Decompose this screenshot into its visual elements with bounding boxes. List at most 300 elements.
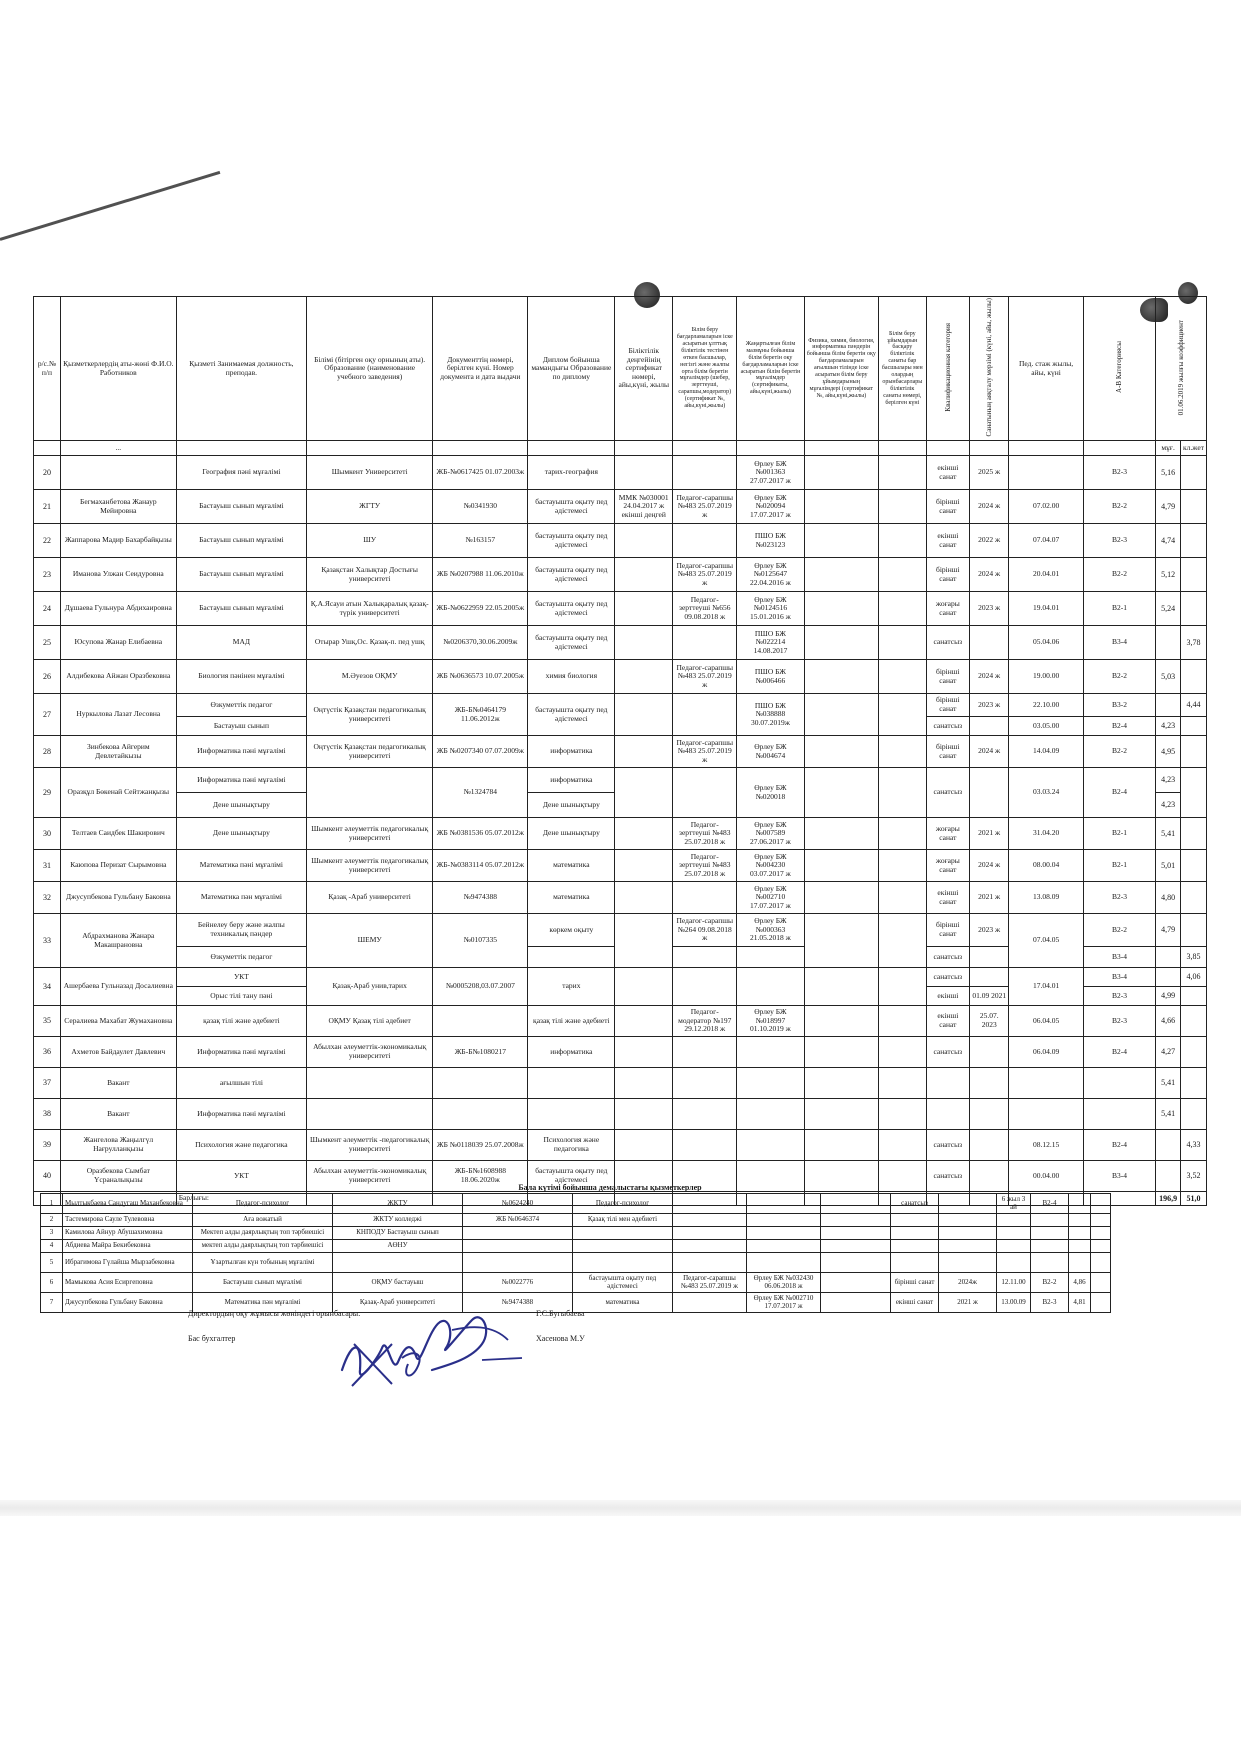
category: санатсыз bbox=[926, 1037, 969, 1068]
category: екінші санат bbox=[926, 456, 969, 490]
total-mug: 196,9 bbox=[1156, 1192, 1181, 1206]
qualification-level bbox=[615, 1068, 673, 1099]
document-number: ЖБ-Б№1608988 18.06.2020ж bbox=[433, 1161, 528, 1192]
ab-category bbox=[1083, 1099, 1155, 1130]
coefficient-mug bbox=[1156, 626, 1181, 660]
category: жоғары санат bbox=[926, 850, 969, 882]
table-row bbox=[34, 1130, 1207, 1161]
coefficient-kl bbox=[1181, 456, 1207, 490]
category-expiry: 2024 ж bbox=[970, 558, 1009, 592]
certificate-1: Педагог-зерттеуші №483 25.07.2018 ж bbox=[673, 850, 737, 882]
table-row: 33 Абдрахманова Жанара Макашрановна Бейнелеу беру және жалпы техникалық пәндер ШЕМУ №0107335 көркем оқыту Педагог-сарапшы №264 09.08.2018 ж Өрлеу БЖ №000363 21.05.2018 ж бірінші санат 2023 ж 07.04.05 В2-2 4,79 bbox=[34, 914, 1207, 947]
employee-name: Телтаев Саидбек Шакирович bbox=[60, 818, 176, 850]
category-expiry bbox=[939, 1253, 997, 1273]
certificate-2 bbox=[737, 1068, 804, 1099]
employee-name: Ахметов Байдаулет Давлевич bbox=[60, 1037, 176, 1068]
education: ЖКТУ колледжі bbox=[333, 1214, 463, 1227]
row-number: 22 bbox=[34, 524, 61, 558]
category-expiry: 2022 ж bbox=[970, 524, 1009, 558]
coefficient-kl bbox=[1181, 1068, 1207, 1099]
coefficient-mug bbox=[1156, 1161, 1181, 1192]
certificate-1 bbox=[673, 524, 737, 558]
position: мектеп алды даярлықтың топ тәрбиешісі bbox=[193, 1240, 333, 1253]
education: ОҚМУ бастауыш bbox=[333, 1273, 463, 1293]
category-expiry: 2024 ж bbox=[970, 490, 1009, 524]
leave-row bbox=[41, 1194, 1111, 1214]
diploma-specialty: химия биология bbox=[528, 660, 615, 694]
certificate-4 bbox=[879, 1130, 927, 1161]
position: Биология пәнінен мұғалімі bbox=[176, 660, 306, 694]
leave-table bbox=[40, 1193, 1111, 1313]
coefficient-mug: 5,41 bbox=[1156, 818, 1181, 850]
certificate-2: Өрлеу БЖ №018997 01.10.2019 ж bbox=[737, 1006, 804, 1037]
coefficient-kl: 3,78 bbox=[1181, 626, 1207, 660]
certificate-4 bbox=[879, 524, 927, 558]
table-row bbox=[34, 850, 1207, 882]
diploma-specialty: бастауышта оқыту пед әдістемесі bbox=[528, 1161, 615, 1192]
coefficient-kl bbox=[1181, 882, 1207, 914]
qualification-level bbox=[615, 558, 673, 592]
header-diploma: Диплом бойынша мамандығы Образование по диплому bbox=[528, 297, 615, 441]
table-row bbox=[34, 524, 1207, 558]
certificate-3 bbox=[804, 1099, 878, 1130]
qualification-level bbox=[615, 850, 673, 882]
employee-name: Камилова Айнур Абушахимовна bbox=[63, 1227, 193, 1240]
remnant-text: ... bbox=[60, 441, 176, 456]
certificate-3 bbox=[804, 1130, 878, 1161]
ab-category: В3-4 bbox=[1083, 1161, 1155, 1192]
document-number: ЖБ №0118039 25.07.2008ж bbox=[433, 1130, 528, 1161]
qualification-level bbox=[615, 882, 673, 914]
category: бірінші санат bbox=[926, 490, 969, 524]
coefficient: 4,81 bbox=[1069, 1293, 1091, 1313]
category-expiry bbox=[970, 1099, 1009, 1130]
qualification-level bbox=[615, 1006, 673, 1037]
row-number: 38 bbox=[34, 1099, 61, 1130]
coefficient-kl: 3,52 bbox=[1181, 1161, 1207, 1192]
education: Шымкент әлеуметтік педагогикалық университеті bbox=[307, 818, 433, 850]
ab-category: В2-1 bbox=[1083, 850, 1155, 882]
certificate-1: Педагог-зерттеуші №483 25.07.2018 ж bbox=[673, 818, 737, 850]
category-expiry: 2023 ж bbox=[970, 592, 1009, 626]
table-row bbox=[34, 626, 1207, 660]
category: бірінші санат bbox=[926, 660, 969, 694]
qualification-level bbox=[615, 592, 673, 626]
category: санатсыз bbox=[926, 1130, 969, 1161]
category: санатсыз bbox=[891, 1194, 939, 1214]
category bbox=[891, 1214, 939, 1227]
employee-name: Алдибекова Айжан Оразбековна bbox=[60, 660, 176, 694]
position: УКТ bbox=[176, 1161, 306, 1192]
employee-name: Бегмаханбетова Жанаур Мейировна bbox=[60, 490, 176, 524]
diploma-specialty bbox=[573, 1227, 673, 1240]
ab-category bbox=[1031, 1214, 1069, 1227]
total-kl: 51,0 bbox=[1181, 1192, 1207, 1206]
row-number: 25 bbox=[34, 626, 61, 660]
row-number: 21 bbox=[34, 490, 61, 524]
position: Бастауыш сынып мұғалімі bbox=[176, 592, 306, 626]
coefficient-mug: 4,79 bbox=[1156, 490, 1181, 524]
diploma-specialty: бастауышта оқыту пед әдістемесі bbox=[528, 592, 615, 626]
certificate-2 bbox=[737, 1130, 804, 1161]
header-category-expiry: Санатының аяқталу мерзімі (күні, айы, жылы) bbox=[970, 297, 1009, 441]
category-expiry: 2021 ж bbox=[970, 818, 1009, 850]
certificate-4 bbox=[879, 626, 927, 660]
empty-cell bbox=[1091, 1240, 1111, 1253]
category-expiry bbox=[939, 1214, 997, 1227]
empty-cell bbox=[821, 1227, 891, 1240]
pedagogical-experience: 13.00.09 bbox=[997, 1293, 1031, 1313]
category-expiry: 2024 ж bbox=[970, 660, 1009, 694]
employee-name: Вакант bbox=[60, 1099, 176, 1130]
certificate-2: Өрлеу БЖ №007589 27.06.2017 ж bbox=[737, 818, 804, 850]
category: екінші санат bbox=[926, 1006, 969, 1037]
pedagogical-experience: 20.04.01 bbox=[1009, 558, 1083, 592]
diploma-specialty: бастауышта оқыту пед әдістемесі bbox=[573, 1273, 673, 1293]
certificate-2 bbox=[747, 1240, 821, 1253]
ab-category: В2-1 bbox=[1083, 592, 1155, 626]
certificate-4 bbox=[879, 1037, 927, 1068]
document-number bbox=[433, 1099, 528, 1130]
category-expiry: 2024 ж bbox=[970, 850, 1009, 882]
row-number: 6 bbox=[41, 1273, 63, 1293]
position: Ұзартылған күн тобының мұғалімі bbox=[193, 1253, 333, 1273]
scan-artifact-line bbox=[0, 171, 220, 241]
certificate-1 bbox=[673, 882, 737, 914]
table-row bbox=[34, 558, 1207, 592]
qualification-level bbox=[615, 524, 673, 558]
pedagogical-experience: 00.04.00 bbox=[1009, 1161, 1083, 1192]
certificate-2: ПШО БЖ №006466 bbox=[737, 660, 804, 694]
coefficient-mug: 4,27 bbox=[1156, 1037, 1181, 1068]
diploma-specialty: Психология және педагогика bbox=[528, 1130, 615, 1161]
coefficient-mug: 5,16 bbox=[1156, 456, 1181, 490]
certificate-4 bbox=[879, 592, 927, 626]
diploma-specialty bbox=[528, 1099, 615, 1130]
category bbox=[891, 1240, 939, 1253]
ab-category: В2-1 bbox=[1083, 818, 1155, 850]
certificate-3 bbox=[804, 1068, 878, 1099]
diploma-specialty: бастауышта оқыту пед әдістемесі bbox=[528, 626, 615, 660]
education: Шымкент әлеуметтік педагогикалық университеті bbox=[307, 850, 433, 882]
table-row bbox=[34, 456, 1207, 490]
document-number bbox=[433, 1068, 528, 1099]
position: қазақ тілі және әдебиеті bbox=[176, 1006, 306, 1037]
certificate-4 bbox=[879, 1068, 927, 1099]
leave-row bbox=[41, 1240, 1111, 1253]
coefficient-kl bbox=[1181, 1099, 1207, 1130]
position: Математика пән мұғалімі bbox=[193, 1293, 333, 1313]
certificate-3 bbox=[804, 456, 878, 490]
category-expiry bbox=[970, 1130, 1009, 1161]
education: ОҚМУ Қазақ тілі әдебиет bbox=[307, 1006, 433, 1037]
certificate-1 bbox=[673, 626, 737, 660]
category bbox=[891, 1227, 939, 1240]
position: Мектеп алды даярлықтың топ тәрбиешісі bbox=[193, 1227, 333, 1240]
table-row: 28 Зинбекова Айгерим Девлетайкызы Информатика пәні мұғалімі Оңтүстік Қазақстан педагогикалық университеті ЖБ №0207340 07.07.2009ж информатика Педагог-сарапшы №483 25.07.2019 ж Өрлеу БЖ №004674 бірінші санат 2024 ж 14.04.09 В2-2 4,95 bbox=[34, 736, 1207, 768]
header-qual-level: Біліктілік деңгейінің сертификат нөмері, айы,күні, жылы bbox=[615, 297, 673, 441]
position: Информатика пәні мұғалімі bbox=[176, 1037, 306, 1068]
pedagogical-experience: 06.04.09 bbox=[1009, 1037, 1083, 1068]
category-expiry bbox=[970, 1161, 1009, 1192]
subheader-mug: мұғ. bbox=[1156, 441, 1181, 456]
education: ШУ bbox=[307, 524, 433, 558]
pedagogical-experience: 05.04.06 bbox=[1009, 626, 1083, 660]
certificate-2: Өрлеу БЖ №0125647 22.04.2016 ж bbox=[737, 558, 804, 592]
ab-category bbox=[1031, 1240, 1069, 1253]
row-number: 23 bbox=[34, 558, 61, 592]
pedagogical-experience bbox=[1009, 1068, 1083, 1099]
certificate-1 bbox=[673, 1194, 747, 1214]
header-position: Қызметі Занимаемая должность, преподав. bbox=[176, 297, 306, 441]
certificate-1: Педагог-сарапшы №483 25.07.2019 ж bbox=[673, 490, 737, 524]
document-number: №9474388 bbox=[433, 882, 528, 914]
diploma-specialty: Дене шынықтыру bbox=[528, 818, 615, 850]
ab-category: В2-4 bbox=[1083, 1130, 1155, 1161]
certificate-4 bbox=[879, 818, 927, 850]
qualification-level bbox=[615, 660, 673, 694]
pedagogical-experience bbox=[997, 1253, 1031, 1273]
certificate-1 bbox=[673, 1037, 737, 1068]
coefficient-kl: 4,33 bbox=[1181, 1130, 1207, 1161]
certificate-3 bbox=[804, 818, 878, 850]
category-expiry: 2025 ж bbox=[970, 456, 1009, 490]
certificate-4 bbox=[879, 558, 927, 592]
certificate-2 bbox=[737, 1099, 804, 1130]
director-name: Г.С.Бугыбаева bbox=[536, 1309, 585, 1318]
position: Бастауыш сынып мұғалімі bbox=[176, 524, 306, 558]
table-row bbox=[34, 490, 1207, 524]
coefficient: 4,86 bbox=[1069, 1273, 1091, 1293]
qualification-level bbox=[615, 1130, 673, 1161]
pedagogical-experience bbox=[997, 1214, 1031, 1227]
coefficient-kl bbox=[1181, 818, 1207, 850]
certificate-1 bbox=[673, 1130, 737, 1161]
document-number: №163157 bbox=[433, 524, 528, 558]
position: Математика пәні мұғалімі bbox=[176, 850, 306, 882]
education: АӨНУ bbox=[333, 1240, 463, 1253]
document-number: №0341930 bbox=[433, 490, 528, 524]
position: Педагог-психолог bbox=[193, 1194, 333, 1214]
empty-cell bbox=[1091, 1273, 1111, 1293]
coefficient-kl bbox=[1181, 1037, 1207, 1068]
row-number: 5 bbox=[41, 1253, 63, 1273]
table-header-row bbox=[34, 297, 1207, 441]
table-row: 29 Оразқұл Бөкенай Сейтжанқызы Информатика пәні мұғалімі №1324784 информатика Өрлеу БЖ №020018 санатсыз 03.03.24 В2-4 4,23 bbox=[34, 768, 1207, 793]
empty-cell bbox=[821, 1293, 891, 1313]
position: Дене шынықтыру bbox=[176, 818, 306, 850]
coefficient bbox=[1069, 1240, 1091, 1253]
employee-name: Джусупбекова Гульбану Баковна bbox=[60, 882, 176, 914]
empty-cell bbox=[1091, 1293, 1111, 1313]
document-number: ЖБ №0636573 10.07.2005ж bbox=[433, 660, 528, 694]
position: ағылшын тілі bbox=[176, 1068, 306, 1099]
employee-name: Дұшаева Гульнура Абдихаировна bbox=[60, 592, 176, 626]
row-number: 4 bbox=[41, 1240, 63, 1253]
certificate-1: Педагог-сарапшы №483 25.07.2019 ж bbox=[673, 660, 737, 694]
pedagogical-experience bbox=[997, 1240, 1031, 1253]
pedagogical-experience bbox=[997, 1227, 1031, 1240]
education: М.Әуезов ОҚМУ bbox=[307, 660, 433, 694]
category bbox=[926, 1068, 969, 1099]
coefficient-kl bbox=[1181, 850, 1207, 882]
certificate-2: Өрлеу БЖ №002710 17.07.2017 ж bbox=[737, 882, 804, 914]
certificate-2 bbox=[737, 1037, 804, 1068]
certificate-3 bbox=[804, 626, 878, 660]
qualification-level bbox=[615, 626, 673, 660]
education bbox=[307, 1099, 433, 1130]
certificate-2: Өрлеу БЖ №032430 06.06.2018 ж bbox=[747, 1273, 821, 1293]
certificate-2: Өрлеу БЖ №002710 17.07.2017 ж bbox=[747, 1293, 821, 1313]
certificate-2 bbox=[747, 1214, 821, 1227]
diploma-specialty: Қазақ тілі мен әдебиеті bbox=[573, 1214, 673, 1227]
employee-name: Ибрагимова Гүлайша Мырзабековна bbox=[63, 1253, 193, 1273]
header-name: Қызметкерлердің аты-жөні Ф.И.О. Работников bbox=[60, 297, 176, 441]
education: Қазақ -Араб университеті bbox=[307, 882, 433, 914]
document-number: ЖБ №0207988 11.06.2010ж bbox=[433, 558, 528, 592]
diploma-specialty: математика bbox=[528, 850, 615, 882]
certificate-4 bbox=[879, 1161, 927, 1192]
ab-category: В2-4 bbox=[1031, 1194, 1069, 1214]
coefficient-mug: 4,74 bbox=[1156, 524, 1181, 558]
document-number: ЖБ-Б№1080217 bbox=[433, 1037, 528, 1068]
certificate-2: ПШО БЖ №022214 14.08.2017 bbox=[737, 626, 804, 660]
certificate-3 bbox=[804, 882, 878, 914]
row-number: 7 bbox=[41, 1293, 63, 1313]
coefficient-mug: 5,01 bbox=[1156, 850, 1181, 882]
certificate-1 bbox=[673, 1227, 747, 1240]
position: Психология және педагогика bbox=[176, 1130, 306, 1161]
document-number bbox=[433, 1006, 528, 1037]
row-number: 40 bbox=[34, 1161, 61, 1192]
diploma-specialty: информатика bbox=[528, 1037, 615, 1068]
ab-category: В2-4 bbox=[1083, 1037, 1155, 1068]
scan-artifact-band bbox=[0, 1500, 1241, 1516]
empty-cell bbox=[1091, 1214, 1111, 1227]
ab-category: В2-2 bbox=[1031, 1273, 1069, 1293]
coefficient-kl bbox=[1181, 592, 1207, 626]
ab-category bbox=[1031, 1227, 1069, 1240]
header-education: Білімі (бітірген оқу орнының аты). Образование (наименование учебного заведения) bbox=[307, 297, 433, 441]
header-cert2: Жаңартылған білім мазмұны бойынша білім беретін оқу бағдарламаларын іске асыратын білім беретін мұғалімдер (сертификаты, айы,күні,жылы) bbox=[737, 297, 804, 441]
category-expiry: 25.07. 2023 bbox=[970, 1006, 1009, 1037]
leave-row bbox=[41, 1253, 1111, 1273]
category-expiry bbox=[970, 1037, 1009, 1068]
category-expiry bbox=[939, 1194, 997, 1214]
diploma-specialty: бастауышта оқыту пед әдістемесі bbox=[528, 558, 615, 592]
education: Қазақстан Халықтар Достығы университеті bbox=[307, 558, 433, 592]
pedagogical-experience: 19.00.00 bbox=[1009, 660, 1083, 694]
row-number: 26 bbox=[34, 660, 61, 694]
document-number: ЖБ-№0617425 01.07.2003ж bbox=[433, 456, 528, 490]
category bbox=[891, 1253, 939, 1273]
pedagogical-experience bbox=[1009, 456, 1083, 490]
diploma-specialty bbox=[573, 1240, 673, 1253]
table-row bbox=[34, 592, 1207, 626]
certificate-3 bbox=[804, 1161, 878, 1192]
category: жоғары санат bbox=[926, 592, 969, 626]
category: екінші санат bbox=[926, 524, 969, 558]
header-ab-category: А-В Категориясы bbox=[1083, 297, 1155, 441]
pedagogical-experience: 07.04.07 bbox=[1009, 524, 1083, 558]
position: География пәні мұғалімі bbox=[176, 456, 306, 490]
ab-category: В2-3 bbox=[1083, 882, 1155, 914]
pedagogical-experience: 08.00.04 bbox=[1009, 850, 1083, 882]
row-number: 37 bbox=[34, 1068, 61, 1099]
ab-category bbox=[1083, 1068, 1155, 1099]
empty-cell bbox=[1091, 1227, 1111, 1240]
certificate-1 bbox=[673, 1293, 747, 1313]
certificate-3 bbox=[804, 592, 878, 626]
position: МАД bbox=[176, 626, 306, 660]
coefficient-mug: 5,41 bbox=[1156, 1068, 1181, 1099]
ab-category: В2-2 bbox=[1083, 490, 1155, 524]
document-number bbox=[463, 1240, 573, 1253]
coefficient bbox=[1069, 1253, 1091, 1273]
certificate-1 bbox=[673, 1214, 747, 1227]
employee-name: Абдиева Майра Бекибековна bbox=[63, 1240, 193, 1253]
coefficient-mug: 5,24 bbox=[1156, 592, 1181, 626]
certificate-4 bbox=[879, 1099, 927, 1130]
leave-row bbox=[41, 1273, 1111, 1293]
employee-name: Мылтыкбаева Сандугаш Маханбековна bbox=[63, 1194, 193, 1214]
position: Бастауыш сынып мұғалімі bbox=[176, 558, 306, 592]
row-number: 24 bbox=[34, 592, 61, 626]
education: Абылхан әлеуметтік-экономикалық университеті bbox=[307, 1037, 433, 1068]
certificate-3 bbox=[804, 524, 878, 558]
certificate-4 bbox=[879, 882, 927, 914]
row-number: 35 bbox=[34, 1006, 61, 1037]
staff-table bbox=[33, 296, 1207, 1206]
table-row bbox=[34, 1006, 1207, 1037]
table-row bbox=[34, 818, 1207, 850]
coefficient-mug: 5,03 bbox=[1156, 660, 1181, 694]
table-subheader-row bbox=[34, 441, 1207, 456]
row-number: 39 bbox=[34, 1130, 61, 1161]
director-label: Директордың оқу жұмысы жөніндегі орынбасары: bbox=[188, 1309, 361, 1318]
certificate-3 bbox=[804, 490, 878, 524]
qualification-level bbox=[615, 818, 673, 850]
certificate-3 bbox=[804, 660, 878, 694]
certificate-1: Педагог-зерттеуші №656 09.08.2018 ж bbox=[673, 592, 737, 626]
qualification-level bbox=[615, 1037, 673, 1068]
empty-cell bbox=[821, 1194, 891, 1214]
certificate-1 bbox=[673, 456, 737, 490]
employee-name: Иманова Улжан Сеидуровна bbox=[60, 558, 176, 592]
education bbox=[333, 1253, 463, 1273]
category bbox=[926, 1099, 969, 1130]
empty-cell bbox=[821, 1253, 891, 1273]
employee-name: Тастемирова Сауле Тулевовна bbox=[63, 1214, 193, 1227]
row-number: 32 bbox=[34, 882, 61, 914]
coefficient-kl bbox=[1181, 524, 1207, 558]
diploma-specialty: тарих-география bbox=[528, 456, 615, 490]
education bbox=[307, 1068, 433, 1099]
certificate-4 bbox=[879, 850, 927, 882]
category: екінші санат bbox=[891, 1293, 939, 1313]
employee-name: Каюпова Перизат Сырымовна bbox=[60, 850, 176, 882]
category: жоғары санат bbox=[926, 818, 969, 850]
table-row: Дене шынықтыру Дене шынықтыру 4,23 bbox=[34, 793, 1207, 818]
position: Математика пән мұғалімі bbox=[176, 882, 306, 914]
document-number bbox=[463, 1253, 573, 1273]
pedagogical-experience: 13.08.09 bbox=[1009, 882, 1083, 914]
category: санатсыз bbox=[926, 626, 969, 660]
coefficient bbox=[1069, 1227, 1091, 1240]
certificate-4 bbox=[879, 660, 927, 694]
certificate-2: Өрлеу БЖ №001363 27.07.2017 ж bbox=[737, 456, 804, 490]
empty-cell bbox=[1091, 1253, 1111, 1273]
